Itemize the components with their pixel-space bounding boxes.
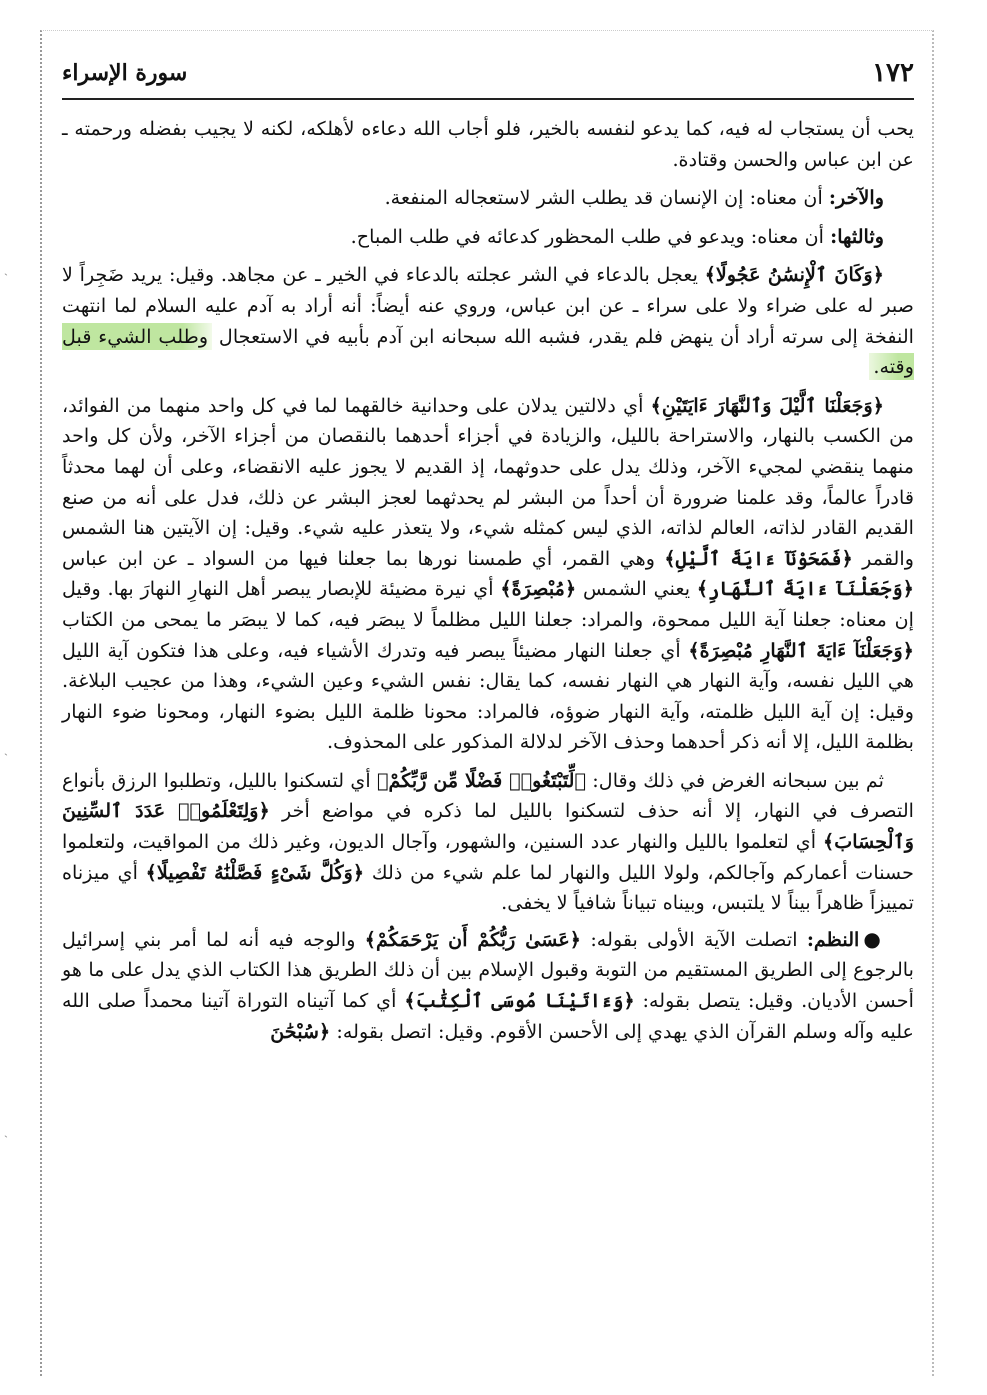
quran-verse: ﴿وَجَعَلْنَا ٱلَّيْلَ وَٱلنَّهَارَ ءَايَتَيْنِ﴾ [650,393,884,417]
paragraph-5 [62,391,914,758]
quran-verse: ﴿وَجَعَلْنَآ ءَايَةَ ٱلنَّهَارِ مُبْصِرَةً﴾ [688,638,915,662]
surah-title: سورة الإسراء [62,60,188,86]
paragraph-text: أي جعلنا النهار مضيئاً يبصر فيه وتدرك الأشياء فيه، وعلى هذا فتكون آية الليل هي الليل نفسه، وآية النهار هي النهار نفسه، كما يقال: نفس الشيء وعين الشيء، وهذا من عجيب البلاغة. وقيل: إن آية الليل ظلمته، وآية النهار ضوؤه، فالمراد: محونا ظلمة الليل بضوء النهار، ومحونا ضوء النهار بظلمة الليل، إلا أنه ذكر أحدهما وحذف الآخر لدلالة المذكور على المحذوف. [62,638,914,754]
quran-verse: ﴿لِّتَبْتَغُوا۟ فَضْلًا مِّن رَّبِّكُمْ﴾ [377,768,587,792]
paragraph-6 [62,766,914,919]
paragraph-text: أي ميزناه تمييزاً ظاهراً بيناً لا يلتبس، وبيناه تبياناً شافياً لا يخفى. [62,860,914,915]
paragraph-1: يحب أن يستجاب له فيه، كما يدعو لنفسه بالخير، فلو أجاب الله دعاءه لأهلكه، لكنه لا يجيب بفضله ورحمته ـ عن ابن عباس والحسن وقتادة. [62,117,914,171]
paragraph-text: والوجه فيه أنه لما أمر بني إسرائيل بالرجوع إلى الطريق المستقيم من التوبة وقبول الإسلام بين أن ذلك الطريق هذا الكتاب الذي يدل على ما هو أحسن الأديان. وقيل: يتصل بقوله: [62,927,914,1013]
page-number: ١٧٢ [872,58,914,88]
paragraph-text: اتصلت الآية الأولى بقوله: [581,927,807,951]
edge-mark: ˎ [4,742,8,756]
paragraph-text: ثم بين سبحانه الغرض في ذلك وقال: [586,768,884,792]
paragraph-text: أي كما آتيناه التوراة آتينا محمداً صلى الله عليه وآله وسلم القرآن الذي يهدي إلى الأحسن الأقوم. وقيل: اتصل بقوله: [62,989,914,1043]
page-body [62,114,914,1047]
quran-verse: ﴿عَسَىٰ رَبُّكُمْ أَن يَرْحَمَكُمْ﴾ [364,927,582,951]
paragraph-2 [62,183,914,214]
quran-verse: ﴿سُبْحَٰنَ [270,1019,331,1043]
highlighted-text: وطلب الشيء قبل وقته. [62,324,914,379]
edge-mark: ˎ [4,1124,8,1138]
edge-mark: ˎ [4,262,8,276]
paragraph-text: أي دلالتين يدلان على وحدانية خالقهما لما في كل واحد منهما من الفوائد، من الكسب بالنهار، والاستراحة بالليل، والزيادة في أجزاء أحدهما بالنقصان من أجزاء الآخر، ولأن كل واحد منهما ينقضي لمجيء الآخر، وذلك يدل على حدوثهما، إذ القديم لا يجوز عليه الانقضاء، وعلى أن لهما محدثاً قادراً عالماً، وقد علمنا ضرورة أن أحداً من البشر لم يحدثهما لعجز البشر عن ذلك، فدل على أنه من صنع القديم القادر لذاته، العالم لذاته، الذي ليس كمثله شيء، ولا يتعذر عليه شيء. وقيل: إن الآيتين هنا الشمس والقمر [62,393,914,570]
paragraph-text: أن معناه: ويدعو في طلب المحظور كدعائه في طلب المباح. [350,224,831,248]
paragraph-text: أي نيرة مضيئة للإبصار يبصر أهل النهارِ النهارَ بها. وقيل إن معناه: جعلنا آية الليل ممحوة، والمراد: جعلنا الليل مظلماً لا يبصَر فيه، كما لا يبصَر ما يمحى من الكتاب [62,577,914,631]
paragraph-text: أن معناه: إن الإنسان قد يطلب الشر لاستعجاله المنفعة. [384,186,829,210]
paragraph-text: أي لتسكنوا بالليل، وتطلبوا الرزق بأنواع التصرف في النهار، إلا أنه حذف لتسكنوا بالليل لما ذكره في مواضع أخر [62,768,914,823]
quran-verse: ﴿فَمَحَوْنَآ ءَايَةَ ٱلَّيْلِ﴾ [664,546,853,570]
quran-verse: ﴿وَءَاتَيْنَا مُوسَى ٱلْكِتَٰبَ﴾ [404,989,635,1013]
paragraph-text: يعجل بالدعاء في الشر عجلته بالدعاء في الخير ـ عن مجاهد. وقيل: يريد ضَجِراً لا صبر له على ضراء ولا على سراء ـ عن ابن عباس، وروي عنه أيضاً: أنه أراد به آدم عليه السلام لما انتهت النفخة إلى سرته أراد أن ينهض فلم يقدر، فشبه الله سبحانه ابن آدم بأبيه في الاستعجال [62,263,915,348]
paragraph-7 [62,924,914,1047]
quran-verse: ﴿وَكَانَ ٱلْإِنسَٰنُ عَجُولًا﴾ [704,263,884,287]
page-header [62,58,914,100]
paragraph-3 [62,222,914,253]
paragraph-text: أي لتعلموا بالليل والنهار عدد السنين، والشهور، وآجال الديون، وغير ذلك من المواقيت، ولتعلموا حسنات أعماركم وآجالكم، ولولا الليل والنهار لما علم شيء من ذلك [62,830,914,884]
bullet-icon: ● [863,926,885,951]
quran-verse: ﴿وَجَعَلْنَآ ءَايَةَ ٱلنَّهَارِ﴾ [696,577,914,601]
quran-verse: ﴿وَكُلَّ شَىْءٍ فَصَّلْنَٰهُ تَفْصِيلًا﴾ [145,860,365,884]
quran-verse: ﴿وَلِتَعْلَمُوا۟ عَدَدَ ٱلسِّنِينَ وَٱلْحِسَابَ﴾ [62,799,914,854]
paragraph-label: وثالثها: [830,224,884,248]
section-label: النظم: [806,927,860,951]
paragraph-text: يعني الشمس [576,577,697,601]
quran-verse: ﴿مُبْصِرَةً﴾ [500,577,577,601]
paragraph-4 [62,260,914,382]
paragraph-label: والآخر: [828,186,884,210]
paragraph-text: وهي القمر، أي طمسنا نورها بما جعلنا فيها من السواد ـ عن ابن عباس [62,546,665,570]
